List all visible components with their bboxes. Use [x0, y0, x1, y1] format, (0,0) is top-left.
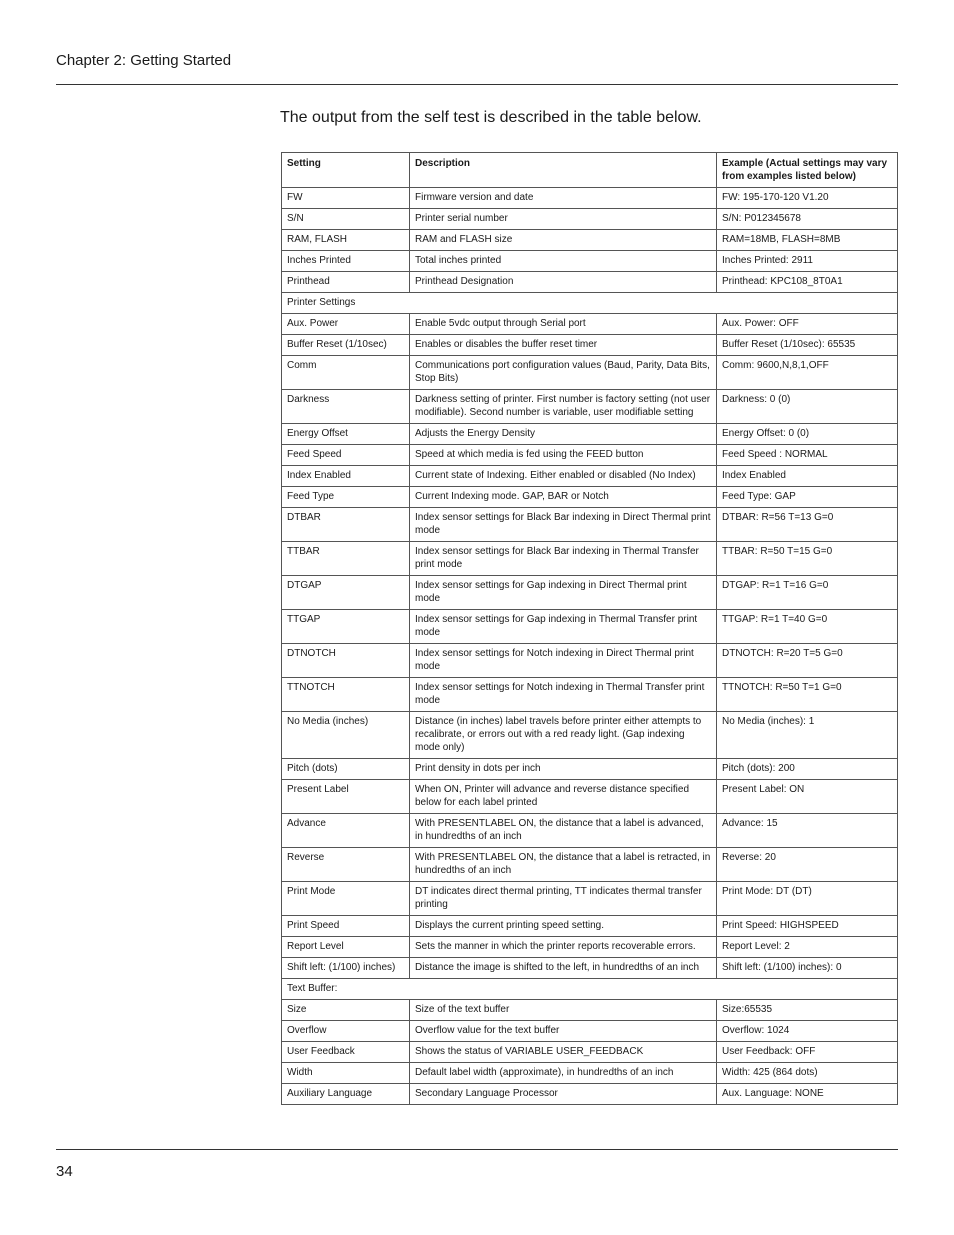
description-cell: Enable 5vdc output through Serial port	[410, 314, 717, 335]
table-row	[282, 576, 898, 610]
example-cell: Pitch (dots): 200	[717, 759, 898, 780]
description-cell: When ON, Printer will advance and reverse distance specified below for each label printed	[410, 780, 717, 814]
section-label: Text Buffer:	[282, 979, 898, 1000]
description-cell: Shows the status of VARIABLE USER_FEEDBACK	[410, 1042, 717, 1063]
table-row	[282, 848, 898, 882]
table-header-row	[282, 153, 898, 188]
description-cell: Index sensor settings for Notch indexing in Thermal Transfer print mode	[410, 678, 717, 712]
table-row	[282, 1000, 898, 1021]
setting-cell: Print Speed	[282, 916, 410, 937]
description-cell: Secondary Language Processor	[410, 1084, 717, 1105]
example-cell: Feed Speed : NORMAL	[717, 445, 898, 466]
example-cell: Print Speed: HIGHSPEED	[717, 916, 898, 937]
setting-cell: Pitch (dots)	[282, 759, 410, 780]
table-row	[282, 916, 898, 937]
setting-cell: DTBAR	[282, 508, 410, 542]
description-cell: Firmware version and date	[410, 188, 717, 209]
setting-cell: RAM, FLASH	[282, 230, 410, 251]
description-cell: Current state of Indexing. Either enabled or disabled (No Index)	[410, 466, 717, 487]
table-row	[282, 542, 898, 576]
setting-cell: Report Level	[282, 937, 410, 958]
setting-cell: Print Mode	[282, 882, 410, 916]
description-cell: Displays the current printing speed setting.	[410, 916, 717, 937]
description-cell: Communications port configuration values (Baud, Parity, Data Bits, Stop Bits)	[410, 356, 717, 390]
setting-cell: Index Enabled	[282, 466, 410, 487]
example-cell: TTBAR: R=50 T=15 G=0	[717, 542, 898, 576]
description-cell: Distance the image is shifted to the left, in hundredths of an inch	[410, 958, 717, 979]
table-section-row	[282, 293, 898, 314]
table-row	[282, 678, 898, 712]
setting-cell: Energy Offset	[282, 424, 410, 445]
description-cell: Printer serial number	[410, 209, 717, 230]
example-cell: S/N: P012345678	[717, 209, 898, 230]
table-row	[282, 251, 898, 272]
intro-text: The output from the self test is described in the table below.	[280, 109, 702, 126]
description-cell: Index sensor settings for Black Bar indexing in Thermal Transfer print mode	[410, 542, 717, 576]
example-cell: Width: 425 (864 dots)	[717, 1063, 898, 1084]
description-cell: Current Indexing mode. GAP, BAR or Notch	[410, 487, 717, 508]
header-description: Description	[410, 153, 717, 188]
description-cell: Index sensor settings for Notch indexing in Direct Thermal print mode	[410, 644, 717, 678]
description-cell: With PRESENTLABEL ON, the distance that a label is retracted, in hundredths of an inch	[410, 848, 717, 882]
table-section-row	[282, 979, 898, 1000]
table-body	[282, 188, 898, 1105]
setting-cell: DTGAP	[282, 576, 410, 610]
setting-cell: Width	[282, 1063, 410, 1084]
footer-divider	[56, 1149, 898, 1150]
table-row	[282, 1021, 898, 1042]
example-cell: Report Level: 2	[717, 937, 898, 958]
example-cell: No Media (inches): 1	[717, 712, 898, 759]
example-cell: Printhead: KPC108_8T0A1	[717, 272, 898, 293]
header-divider	[56, 84, 898, 85]
table-row	[282, 508, 898, 542]
description-cell: Index sensor settings for Black Bar indexing in Direct Thermal print mode	[410, 508, 717, 542]
example-cell: DTNOTCH: R=20 T=5 G=0	[717, 644, 898, 678]
description-cell: Total inches printed	[410, 251, 717, 272]
header-example: Example (Actual settings may vary from examples listed below)	[717, 153, 898, 188]
table-row	[282, 712, 898, 759]
table-row	[282, 487, 898, 508]
table-row	[282, 272, 898, 293]
description-cell: Print density in dots per inch	[410, 759, 717, 780]
table-row	[282, 445, 898, 466]
example-cell: Index Enabled	[717, 466, 898, 487]
example-cell: Darkness: 0 (0)	[717, 390, 898, 424]
table-row	[282, 188, 898, 209]
table-row	[282, 230, 898, 251]
example-cell: Energy Offset: 0 (0)	[717, 424, 898, 445]
example-cell: DTGAP: R=1 T=16 G=0	[717, 576, 898, 610]
setting-cell: Shift left: (1/100) inches)	[282, 958, 410, 979]
example-cell: Aux. Power: OFF	[717, 314, 898, 335]
setting-cell: TTNOTCH	[282, 678, 410, 712]
description-cell: Index sensor settings for Gap indexing in Thermal Transfer print mode	[410, 610, 717, 644]
table-row	[282, 335, 898, 356]
description-cell: RAM and FLASH size	[410, 230, 717, 251]
table-row	[282, 780, 898, 814]
description-cell: DT indicates direct thermal printing, TT indicates thermal transfer printing	[410, 882, 717, 916]
description-cell: Index sensor settings for Gap indexing in Direct Thermal print mode	[410, 576, 717, 610]
example-cell: Shift left: (1/100) inches): 0	[717, 958, 898, 979]
setting-cell: No Media (inches)	[282, 712, 410, 759]
setting-cell: Comm	[282, 356, 410, 390]
table-row	[282, 937, 898, 958]
example-cell: User Feedback: OFF	[717, 1042, 898, 1063]
example-cell: Advance: 15	[717, 814, 898, 848]
example-cell: Present Label: ON	[717, 780, 898, 814]
table-row	[282, 759, 898, 780]
table-row	[282, 1042, 898, 1063]
page-number: 34	[56, 1163, 73, 1180]
example-cell: Inches Printed: 2911	[717, 251, 898, 272]
setting-cell: Aux. Power	[282, 314, 410, 335]
example-cell: Feed Type: GAP	[717, 487, 898, 508]
table-row	[282, 814, 898, 848]
setting-cell: Reverse	[282, 848, 410, 882]
table-row	[282, 610, 898, 644]
description-cell: Default label width (approximate), in hundredths of an inch	[410, 1063, 717, 1084]
table-row	[282, 882, 898, 916]
description-cell: Printhead Designation	[410, 272, 717, 293]
example-cell: Size:65535	[717, 1000, 898, 1021]
table-row	[282, 644, 898, 678]
description-cell: Distance (in inches) label travels before printer either attempts to recalibrate, or errors out with a red ready light. (Gap indexing mode only)	[410, 712, 717, 759]
setting-cell: TTGAP	[282, 610, 410, 644]
table-row	[282, 314, 898, 335]
example-cell: Print Mode: DT (DT)	[717, 882, 898, 916]
description-cell: Enables or disables the buffer reset timer	[410, 335, 717, 356]
example-cell: TTGAP: R=1 T=40 G=0	[717, 610, 898, 644]
setting-cell: Overflow	[282, 1021, 410, 1042]
setting-cell: Present Label	[282, 780, 410, 814]
setting-cell: TTBAR	[282, 542, 410, 576]
example-cell: DTBAR: R=56 T=13 G=0	[717, 508, 898, 542]
example-cell: Buffer Reset (1/10sec): 65535	[717, 335, 898, 356]
description-cell: Darkness setting of printer. First number is factory setting (not user modifiable). Second number is variable, user modifiable setting	[410, 390, 717, 424]
description-cell: With PRESENTLABEL ON, the distance that a label is advanced, in hundredths of an inch	[410, 814, 717, 848]
setting-cell: Printhead	[282, 272, 410, 293]
example-cell: TTNOTCH: R=50 T=1 G=0	[717, 678, 898, 712]
description-cell: Speed at which media is fed using the FEED button	[410, 445, 717, 466]
example-cell: RAM=18MB, FLASH=8MB	[717, 230, 898, 251]
example-cell: Overflow: 1024	[717, 1021, 898, 1042]
description-cell: Adjusts the Energy Density	[410, 424, 717, 445]
table-row	[282, 424, 898, 445]
header-setting: Setting	[282, 153, 410, 188]
setting-cell: FW	[282, 188, 410, 209]
table-row	[282, 390, 898, 424]
description-cell: Overflow value for the text buffer	[410, 1021, 717, 1042]
table-row	[282, 209, 898, 230]
example-cell: Aux. Language: NONE	[717, 1084, 898, 1105]
setting-cell: Buffer Reset (1/10sec)	[282, 335, 410, 356]
table-row	[282, 356, 898, 390]
setting-cell: Feed Type	[282, 487, 410, 508]
description-cell: Sets the manner in which the printer reports recoverable errors.	[410, 937, 717, 958]
setting-cell: User Feedback	[282, 1042, 410, 1063]
table-row	[282, 958, 898, 979]
self-test-settings-table	[281, 152, 898, 1105]
setting-cell: Advance	[282, 814, 410, 848]
setting-cell: Darkness	[282, 390, 410, 424]
setting-cell: DTNOTCH	[282, 644, 410, 678]
example-cell: FW: 195-170-120 V1.20	[717, 188, 898, 209]
section-label: Printer Settings	[282, 293, 898, 314]
setting-cell: Feed Speed	[282, 445, 410, 466]
chapter-title: Chapter 2: Getting Started	[56, 52, 232, 69]
table-row	[282, 1084, 898, 1105]
table-row	[282, 466, 898, 487]
setting-cell: Inches Printed	[282, 251, 410, 272]
setting-cell: S/N	[282, 209, 410, 230]
example-cell: Comm: 9600,N,8,1,OFF	[717, 356, 898, 390]
setting-cell: Auxiliary Language	[282, 1084, 410, 1105]
setting-cell: Size	[282, 1000, 410, 1021]
example-cell: Reverse: 20	[717, 848, 898, 882]
description-cell: Size of the text buffer	[410, 1000, 717, 1021]
table-row	[282, 1063, 898, 1084]
